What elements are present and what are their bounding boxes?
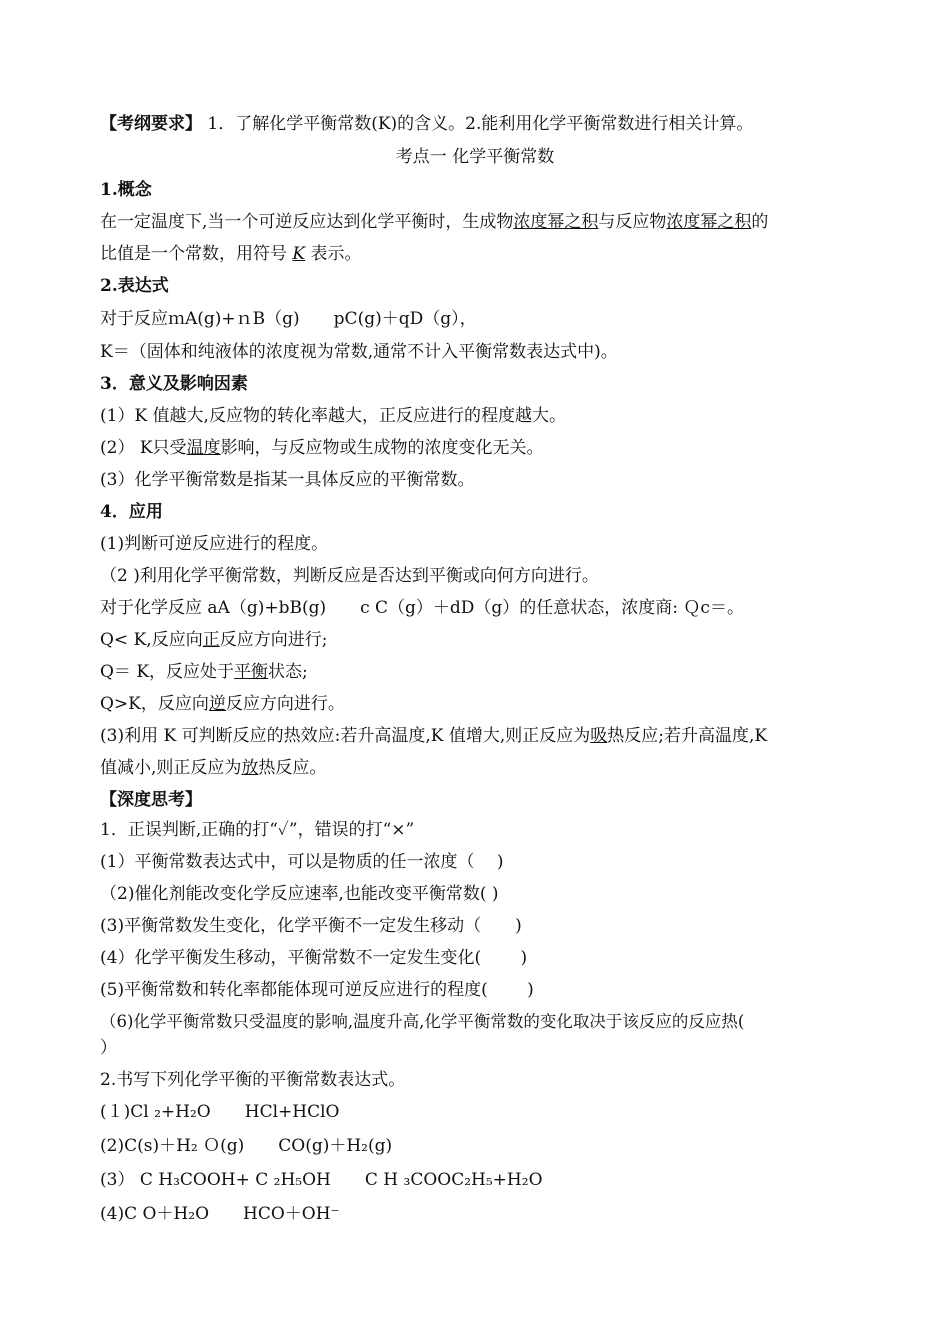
concept-heading: 1.概念: [100, 180, 152, 200]
application-underline: 正: [202, 630, 220, 650]
concept-line-1: [100, 210, 870, 234]
meaning-underline: 温度: [186, 438, 221, 458]
concept-text: 的: [751, 212, 769, 232]
requirements-label: 【考纲要求】: [100, 114, 202, 134]
application-line-6: [100, 692, 870, 716]
question-2-item-3: (3） C H₃COOH+ C ₂H₅OH C H ₃COOC₂H₅+H₂O: [100, 1170, 543, 1190]
application-underline: 逆: [208, 694, 226, 714]
meaning-heading: 3．意义及影响因素: [100, 374, 248, 394]
application-text: 热反应。: [258, 758, 327, 778]
concept-line-2: [100, 242, 870, 266]
question-2: 2.书写下列化学平衡的平衡常数表达式。: [100, 1070, 406, 1090]
application-heading: 4．应用: [100, 502, 163, 522]
question-2-item-4: (4)C O＋H₂O HCO＋OH⁻: [100, 1204, 340, 1224]
application-underline: 放: [241, 758, 259, 778]
application-underline: 吸: [590, 726, 608, 746]
application-text: Q＝ K，反应处于: [100, 662, 235, 682]
application-text: Q>K，反应向: [100, 694, 209, 714]
question-1-item-3: (3)平衡常数发生变化，化学平衡不一定发生移动（ ): [100, 916, 522, 936]
question-1: 1．正误判断,正确的打“✓”，错误的打“×”: [100, 820, 415, 840]
question-1-item-6: （6)化学平衡常数只受温度的影响,温度升高,化学平衡常数的变化取决于该反应的反应热(: [100, 1012, 745, 1031]
concept-text: 表示。: [305, 244, 362, 264]
concept-underline: 浓度幂之积: [513, 212, 599, 232]
deep-thinking-heading: 【深度思考】: [100, 790, 202, 810]
question-1-item-5: (5)平衡常数和转化率都能体现可逆反应进行的程度( ): [100, 980, 534, 1000]
concept-underline: 浓度幂之积: [666, 212, 752, 232]
question-1-item-6-cont: ）: [100, 1038, 117, 1058]
application-text: 状态;: [268, 662, 308, 682]
expression-line-1: 对于反应ｍA(g)+ｎB（g) pC(g)＋qD（g），: [100, 309, 477, 329]
requirements-text: 1．了解化学平衡常数(K)的含义。2.能利用化学平衡常数进行相关计算。: [202, 114, 754, 134]
application-text: 值减小,则正反应为: [100, 758, 242, 778]
meaning-line-3: (3）化学平衡常数是指某一具体反应的平衡常数。: [100, 470, 475, 490]
application-line-5: [100, 660, 870, 684]
application-text: 热反应;若升高温度,K: [607, 726, 768, 746]
application-line-2: （2 )利用化学平衡常数，判断反应是否达到平衡或向何方向进行。: [100, 566, 599, 586]
application-line-7: [100, 724, 870, 748]
application-text: 反应方向进行。: [225, 694, 345, 714]
question-1-item-1: (1）平衡常数表达式中，可以是物质的任一浓度（ ): [100, 852, 504, 872]
application-line-8: [100, 756, 870, 780]
concept-text: 在一定温度下,当一个可逆反应达到化学平衡时，生成物: [100, 212, 514, 232]
expression-heading: 2.表达式: [100, 276, 169, 296]
meaning-text: (2） K只受: [100, 438, 187, 458]
question-1-item-4: (4）化学平衡发生移动，平衡常数不一定发生变化( ): [100, 948, 528, 968]
symbol-k: K: [292, 244, 306, 264]
application-underline: 平衡: [234, 662, 269, 682]
concept-text: 与反应物: [598, 212, 667, 232]
section-title: 考点一 化学平衡常数: [395, 147, 555, 167]
application-line-4: [100, 628, 870, 652]
meaning-line-1: (1）K 值越大,反应物的转化率越大，正反应进行的程度越大。: [100, 406, 566, 426]
application-line-3: 对于化学反应 aA（g)+bB(g) c C（g）＋dD（g）的任意状态，浓度商: Ｑc＝。: [100, 598, 744, 618]
exam-requirements: [100, 112, 870, 136]
question-2-item-1: (１)Cl ₂+H₂O HCl+HClO: [100, 1102, 340, 1122]
application-text: 反应方向进行;: [219, 630, 328, 650]
meaning-line-2: [100, 436, 870, 460]
expression-line-2: K＝（固体和纯液体的浓度视为常数,通常不计入平衡常数表达式中)。: [100, 342, 618, 362]
application-text: (3)利用 K 可判断反应的热效应:若升高温度,K 值增大,则正反应为: [100, 726, 591, 746]
application-text: Q< K,反应向: [100, 630, 203, 650]
application-line-1: (1)判断可逆反应进行的程度。: [100, 534, 329, 554]
question-1-item-2: （2)催化剂能改变化学反应速率,也能改变平衡常数( ): [100, 884, 499, 904]
question-2-item-2: (2)C(s)＋H₂ Ｏ(g) CO(g)＋H₂(g): [100, 1136, 393, 1156]
concept-text: 比值是一个常数，用符号: [100, 244, 293, 264]
meaning-text: 影响，与反应物或生成物的浓度变化无关。: [220, 438, 544, 458]
